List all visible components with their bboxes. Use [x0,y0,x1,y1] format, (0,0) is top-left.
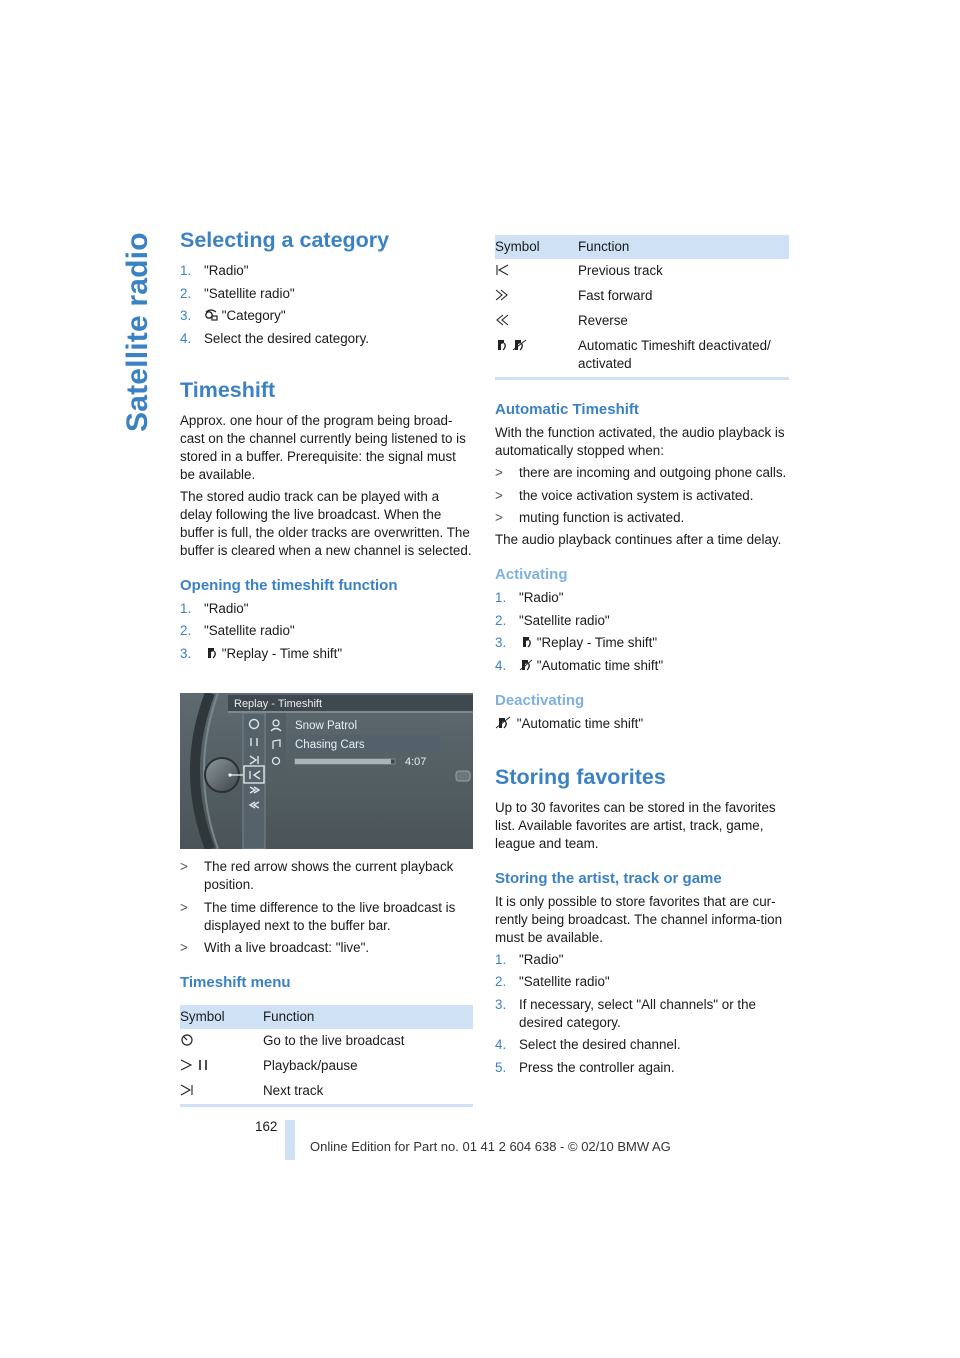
list-item: 4. Select the desired channel. [495,1037,681,1052]
left-column-lower [180,858,473,1107]
list-item: 2. "Satellite radio" [180,285,295,301]
list-item: 3. "Category" [180,308,286,323]
col-symbol: Symbol [180,1005,263,1029]
heading-selecting-category: Selecting a category [180,228,390,252]
table-row: Previous track [495,259,789,284]
auto-timeshift-icon [495,338,533,352]
list-item: > The red arrow shows the current playback position. [180,859,454,892]
replay-icon [519,635,533,649]
auto-timeshift-icon [495,716,513,730]
play-pause-icon [180,1058,214,1072]
list-item: 1. "Radio" [180,263,249,278]
list-item: 1. "Radio" [180,600,249,616]
table-row: Fast forward [495,284,789,309]
list-item: 3. "Replay - Time shift" [180,645,343,661]
table-header [495,235,789,259]
list-item: 4. Select the desired category. [180,330,369,346]
heading-storing-favorites: Storing favorites [495,764,666,789]
fast-forward-icon [495,288,509,302]
live-broadcast-icon [180,1033,194,1047]
footer-accent-bar [285,1120,295,1160]
idrive-screenshot [180,693,473,849]
table-row: Automatic Timeshift deactivated/ activated [495,334,789,379]
opening-steps [180,600,473,663]
left-column [180,226,473,663]
list-item: 3. If necessary, select "All channels" or the desired category. [495,996,757,1030]
col-symbol: Symbol [495,235,578,259]
selecting-steps [180,262,473,348]
activating-steps [495,589,789,675]
screen-header: Replay - Timeshift [234,698,323,710]
table-row: Reverse [495,309,789,334]
col-function: Function [578,235,789,259]
heading-timeshift-menu: Timeshift menu [180,974,291,991]
right-column [495,235,789,1077]
timeshift-para-1: Approx. one hour of the program being broad-cast on the channel currently being listened to is stored in a buffer. Prerequisite: the signal must be available. [180,412,466,482]
heading-opening-timeshift: Opening the timeshift function [180,576,398,594]
list-item: 2. "Satellite radio" [495,974,610,989]
automatic-intro: With the function activated, the audio playback is automatically stopped when: [495,425,785,458]
screen-track: Chasing Cars [295,739,365,751]
timeshift-menu-table [180,1005,473,1107]
list-item: 3. "Replay - Time shift" [495,635,658,650]
screen-artist: Snow Patrol [295,720,358,732]
list-item: > With a live broadcast: "live". [180,940,370,955]
col-function: Function [263,1005,473,1029]
list-item: 5. Press the controller again. [495,1059,675,1075]
list-item: 2. "Satellite radio" [495,612,610,628]
next-track-icon [180,1083,194,1097]
deactivating-text: "Automatic time shift" [495,715,789,733]
timeshift-para-2: The stored audio track can be played with a delay following the live broadcast. When the buffer is full, the older tracks are overwritten. The buffer is cleared when a new channel is selected. [180,488,472,558]
screen-bullets [180,858,473,957]
symbol-table-continued [495,235,789,380]
list-item: 1. "Radio" [495,590,564,605]
side-tab-label: Satellite radio [121,232,154,432]
heading-activating: Activating [495,566,568,583]
list-item: 2. "Satellite radio" [180,623,295,638]
screen-time: 4:07 [405,756,427,768]
storing-artist-steps [495,951,789,1077]
list-item: > there are incoming and outgoing phone calls. [495,465,787,480]
footer-edition-text: Online Edition for Part no. 01 41 2 604 638 - © 02/10 BMW AG [310,1139,671,1154]
table-row: Next track [180,1079,473,1106]
category-icon [204,308,218,322]
automatic-outro: The audio playback continues after a time delay. [495,532,782,547]
heading-timeshift: Timeshift [180,377,276,402]
storing-artist-text: It is only possible to store favorites that are cur-rently being broadcast. The channel informa-tion must be available. [495,893,783,945]
list-item: > the voice activation system is activated. [495,487,754,503]
previous-track-icon [495,263,509,277]
heading-automatic-timeshift: Automatic Timeshift [495,401,639,418]
list-item: 1. "Radio" [495,951,564,967]
favorites-text: Up to 30 favorites can be stored in the favorites list. Available favorites are artist, track, game, league and team. [495,799,776,851]
table-row: Go to the live broadcast [180,1029,473,1054]
replay-icon [204,646,218,660]
table-row: Playback/pause [180,1054,473,1079]
page-number: 162 [255,1119,278,1134]
reverse-icon [495,313,509,327]
side-tab [118,232,158,432]
auto-timeshift-icon [519,658,533,672]
table-header [180,1005,473,1029]
heading-storing-artist: Storing the artist, track or game [495,869,722,887]
list-item: 4. "Automatic time shift" [495,657,664,673]
list-item: > The time difference to the live broadcast is displayed next to the buffer bar. [180,899,456,933]
automatic-bullets [495,464,789,527]
heading-deactivating: Deactivating [495,691,585,709]
list-item: > muting function is activated. [495,510,685,525]
screen-graphic [180,693,473,849]
